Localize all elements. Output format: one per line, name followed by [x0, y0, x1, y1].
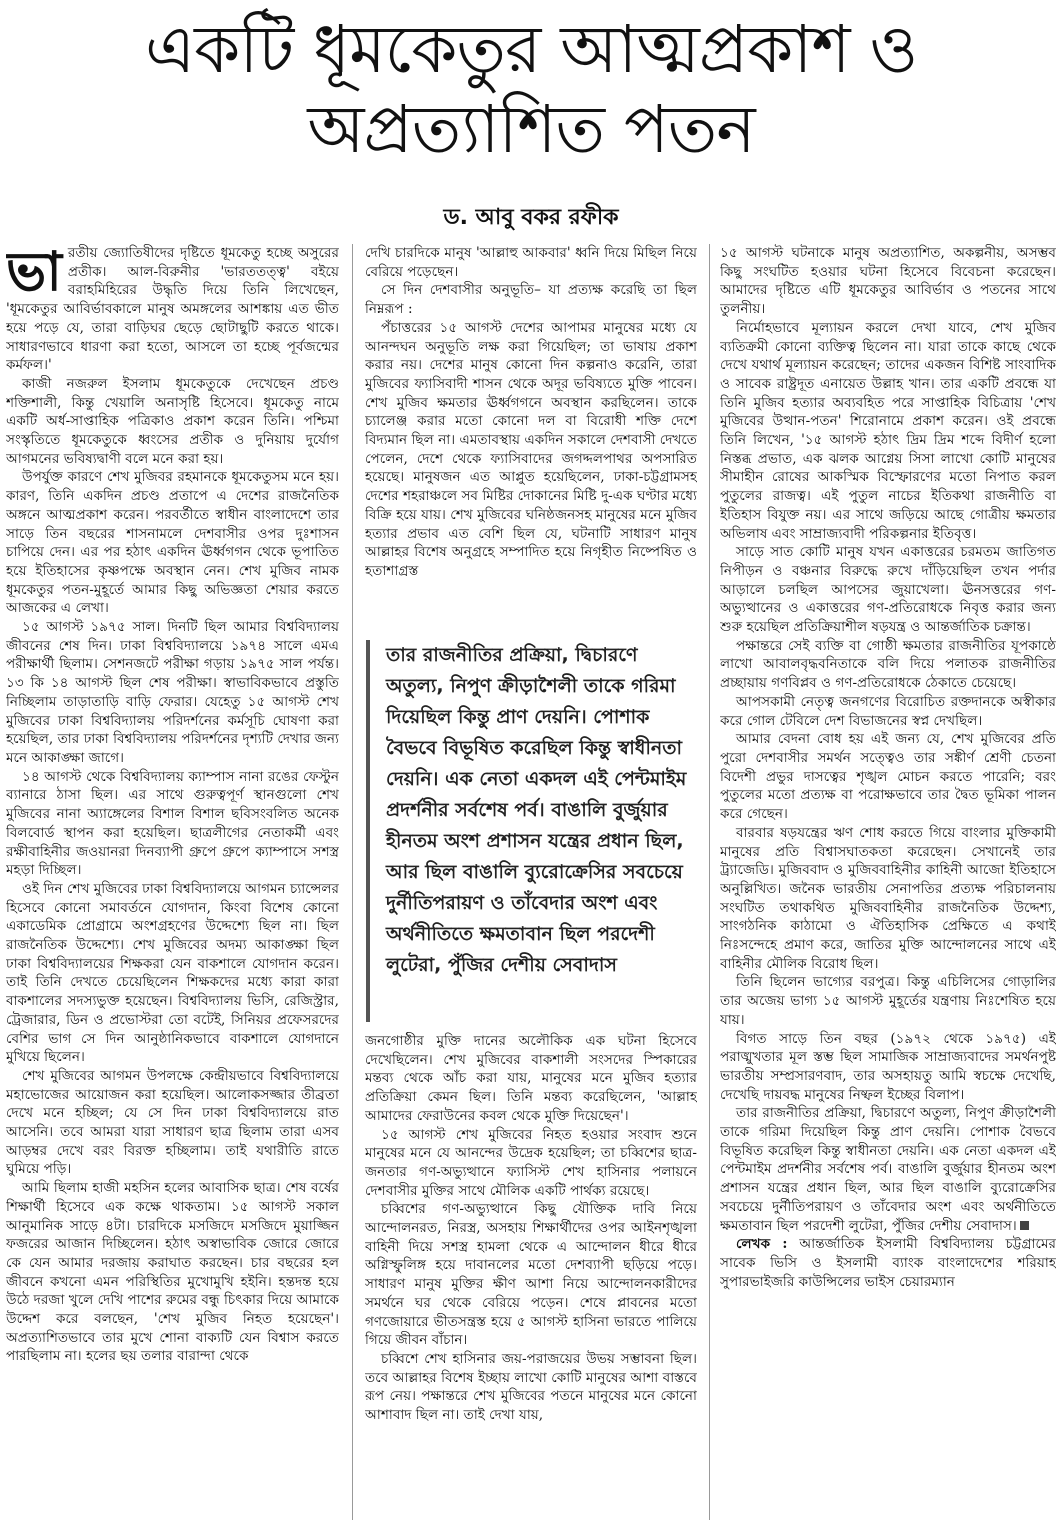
paragraph: ১৫ আগস্ট শেখ মুজিবের নিহত হওয়ার সংবাদ শুনে মানুষের মনে যে আনন্দের উদ্রেক হয়েছিল; তা চব্বিশের ছাত্র-জনতার গণ-অভ্যুত্থানে ফ্যাসিস্ট শেখ হাসিনার পলায়নে দেশবাসীর মুক্তির সাথে মৌলিক একটি পার্থক্য রয়েছে। — [365, 1126, 697, 1199]
paragraph: বিগত সাড়ে তিন বছর (১৯৭২ থেকে ১৯৭৫) এই পরাঙ্মুখতার মূল স্তম্ভ ছিল সামাজিক সাম্রাজ্যবাদের সমর্থনপুষ্ট ভারতীয় সম্প্রসারণবাদ, তার অসহায়তু আমি স্বচক্ষে দেখেছি, দেখেছি দায়বদ্ধ মানুষের নিষ্ফল ইচ্ছের বিলাপ। — [720, 1030, 1056, 1103]
column-divider — [352, 244, 353, 1520]
paragraph: নির্মোহভাবে মূল্যায়ন করলে দেখা যাবে, শেখ মুজিব ব্যতিক্রমী কোনো ব্যক্তিত্ব ছিলেন না। যারা তাকে কাছে থেকে দেখে যথার্থ মূল্যায়ন করেছেন; তাদের একজন বিশিষ্ট সাংবাদিক ও সাবেক রাষ্ট্রদূত এনায়েত উল্লাহ খান। তার একটি প্রবন্ধে যা তিনি মুজিব হত্যার অব্যবহিত পরে সাপ্তাহিক বিচিত্রায় 'শেখ মুজিবের উত্থান-পতন' শিরোনামে প্রকাশ করেন। ওই প্রবন্ধে তিনি লিখেন, '১৫ আগস্ট হঠাৎ দ্রিম দ্রিম শব্দে বিদীর্ণ হলো নিস্তব্ধ প্রভাত, এক ঝলক আগ্নেয় সিসা লাখো কোটি মানুষের সীমাহীন রোষের আকস্মিক বিস্ফোরণের মতো নিপাত করল পুতুলের রাজত্ব। এই পুতুল নাচের ইতিকথা রাজনীতি বা ইতিহাস বিযুক্ত নয়। এর সাথে জড়িয়ে আছে গোত্রীয় ক্ষমতার অভিলাষ এবং সাম্রাজ্যবাদী পরিকল্পনার ইতিবৃত্ত। — [720, 319, 1056, 542]
paragraph: আপসকামী নেতৃত্ব জনগণের বিরোচিত রক্তদানকে অস্বীকার করে গোল টেবিলে দেশ বিভাজনের স্বপ্ন দেখছিল। — [720, 693, 1056, 729]
pull-quote: তার রাজনীতির প্রক্রিয়া, দ্বিচারণে অতুল্য, নিপুণ ক্রীড়াশৈলী তাকে গরিমা দিয়েছিল কিন্তু প্রাণ দেয়নি। পোশাক বৈভবে বিভূষিত করেছিল কিন্তু স্বাধীনতা দেয়নি। এক নেতা একদল এই পেন্টমাইম প্রদর্শনীর সর্বশেষ পর্ব। বাঙালি বুর্জুয়ার হীনতম অংশ প্রশাসন যন্ত্রের প্রধান ছিল, আর ছিল বাঙালি ব্যুরোক্রেসির সবচেয়ে দুর্নীতিপরায়ণ ও তাঁবেদার অংশ এবং অর্থনীতিতে ক্ষমতাবান ছিল পরদেশী লুটেরা, পুঁজির দেশীয় সেবাদাস — [366, 640, 694, 1022]
paragraph: ১৫ আগস্ট ঘটনাকে মানুষ অপ্রত্যাশিত, অকল্পনীয়, অসম্ভব কিছু সংঘটিত হওয়ার ঘটনা হিসেবে বিবেচনা করেছেন। আমাদের দৃষ্টিতে এটি ধূমকেতুর আবির্ভাব ও পতনের সাথে তুলনীয়। — [720, 245, 1056, 318]
column-divider — [709, 244, 710, 1520]
paragraph: পক্ষান্তরে সেই ব্যক্তি বা গোষ্ঠী ক্ষমতার রাজনীতির যূপকাষ্ঠে লাখো আবালবৃদ্ধবনিতাকে বলি দিয়ে পলাতক রাজনীতির প্রচ্ছায়ায় গণবিপ্লব ও গণ-প্রতিরোধকে ঠেকাতে চেয়েছে। — [720, 637, 1056, 692]
paragraph: চব্বিশে শেখ হাসিনার জয়-পরাজয়ের উভয় সম্ভাবনা ছিল। তবে আল্লাহর বিশেষ ইচ্ছায় লাখো কোটি মানুষের আশা বাস্তবে রূপ নেয়। পক্ষান্তরে শেখ মুজিবের পতনে মানুষের মনে কোনো আশাবাদ ছিল না। তাই দেখা যায়, — [365, 1350, 697, 1424]
column-3 — [720, 244, 1056, 1520]
paragraph: ১৫ আগস্ট ১৯৭৫ সাল। দিনটি ছিল আমার বিশ্ববিদ্যালয় জীবনের শেষ দিন। ঢাকা বিশ্ববিদ্যালয়ে ১৯৭৪ সালে এমএ পরীক্ষার্থী ছিলাম। সেশনজটে পরীক্ষা গড়ায় ১৯৭৫ সাল পর্যন্ত। ১৩ কি ১৪ আগস্ট ছিল শেষ পরীক্ষা। স্বাভাবিকভাবে প্রস্তুতি নিচ্ছিলাম তাড়াতাড়ি বাড়ি ফেরার। যেহেতু ১৫ আগস্ট শেখ মুজিবের ঢাকা বিশ্ববিদ্যালয় পরিদর্শনের কর্মসূচি ঘোষণা করা হয়েছিল, তার ঢাকা বিশ্ববিদ্যালয় পরিদর্শনের দৃশ্যটি দেখার জন্য মনে আকাঙ্ক্ষা জাগে। — [6, 619, 339, 766]
paragraph: জনগোষ্ঠীর মুক্তি দানের অলৌকিক এক ঘটনা হিসেবে দেখেছিলেন। শেখ মুজিবের বাকশালী সংসদের স্পিকারের মন্তব্য থেকে আঁচ করা যায়, মানুষের মনে মুজিব হত্যার প্রতিক্রিয়া কেমন ছিল। তিনি মন্তব্য করেছিলেন, 'আল্লাহ আমাদের ফেরাউনের কবল থেকে মুক্তি দিয়েছেন'। — [365, 1033, 697, 1124]
paragraph: সে দিন দেশবাসীর অনুভূতি– যা প্রত্যক্ষ করেছি তা ছিল নিম্নরূপ : — [365, 282, 697, 318]
paragraph: আমার বেদনা বোধ হয় এই জন্য যে, শেখ মুজিবের প্রতি পুরো দেশবাসীর সমর্থন সত্ত্বেও তার সঙ্কীর্ণ শ্রেণী চেতনা বিদেশী প্রভুর দাসত্বের শৃঙ্খল মোচন করতে পারেনি; বরং পুতুলের মতো প্রত্যক্ষ বা পরোক্ষভাবে তার দ্বৈত ভূমিকা পালন করে গেছেন। — [720, 731, 1056, 823]
column-2-bottom — [365, 1032, 697, 1522]
paragraph: রতীয় জ্যোতিষীদের দৃষ্টিতে ধূমকেতু হচ্ছে অসুরের প্রতীক। আল-বিরুনীর 'ভারততত্ত্ব' বইয়ে বরাহমিহিরের উদ্ধৃতি দিয়ে তিনি লিখেছেন, 'ধূমকেতুর আবির্ভাবকালে মানুষ অমঙ্গলের আশঙ্কায় এত ভীত হয়ে পড়ে যে, তারা বাড়িঘর ছেড়ে ছোটাছুটি করতে থাকে। সাধারণভাবে ধারণা করা হতো, আসলে তা হচ্ছে পূর্বজন্মের কর্মফল।' — [6, 245, 339, 374]
paragraph: সাড়ে সাত কোটি মানুষ যখন একাত্তরের চরমতম জাতিগত নিপীড়ন ও বঞ্চনার বিরুদ্ধে রুখে দাঁড়িয়েছিল তখন পর্দার আড়ালে চলছিল আপসের জুয়াখেলা। ঊনসত্তরের গণ-অভ্যুত্থানের ও একাত্তরের গণ-প্রতিরোধকে নিবৃত্ত করার জন্য শুরু হয়েছিল প্রতিক্রিয়াশীল ষড়যন্ত্র ও আন্তর্জাতিক চক্রান্ত। — [720, 544, 1056, 636]
column-2-top — [365, 244, 697, 638]
paragraph: ১৪ আগস্ট থেকে বিশ্ববিদ্যালয় ক্যাম্পাস নানা রঙের ফেস্টুন ব্যানারে ঠাসা ছিল। এর সাথে গুরুত্বপূর্ণ স্থানগুলো শেখ মুজিবের নানা অ্যাঙ্গেলের বিশাল বিশাল ছবিসংবলিত অনেক বিলবোর্ড স্থাপন করা হয়েছিল। ছাত্রলীগের নেতাকর্মী এবং রক্ষীবাহিনীর জওয়ানরা দিনব্যাপী গ্রুপে গ্রুপে ক্যাম্পাসে সশস্ত্র মহড়া দিচ্ছিল। — [6, 768, 339, 879]
paragraph: আমি ছিলাম হাজী মহসিন হলের আবাসিক ছাত্র। শেষ বর্ষের শিক্ষার্থী হিসেবে এক কক্ষে থাকতাম। ১৫ আগস্ট সকাল আনুমানিক সাড়ে ৪টা। চারদিকে মসজিদে মসজিদে মুয়াজ্জিন ফজরের আজান দিচ্ছিলেন। হঠাৎ অস্বাভাবিক জোরে জোরে কে যেন আমার দরজায় করাঘাত করছেন। চার বছরের হল জীবনে কখনো এমন পরিস্থিতির মুখোমুখি হইনি। হন্তদন্ত হয়ে উঠে দরজা খুলে দেখি পাশের রুমের বন্ধু চিৎকার দিয়ে আমাকে উদ্দেশ করে বলছেন, 'শেখ মুজিব নিহত হয়েছেন'। অপ্রত্যাশিতভাবে তার মুখে শোনা বাক্যটি যেন বিশ্বাস করতে পারছিলাম না। হলের ছয় তলার বারান্দা থেকে — [6, 1180, 339, 1365]
byline: ড. আবু বকর রফীক — [443, 205, 619, 230]
column-1 — [6, 244, 339, 1520]
author-note — [720, 1235, 1056, 1291]
author-note-text: আন্তর্জাতিক ইসলামী বিশ্ববিদ্যালয় চট্টগ্রামের সাবেক ভিসি ও ইসলামী ব্যাংক বাংলাদেশের শরিয়াহ সুপারভাইজরি কাউন্সিলের ভাইস চেয়ারম্যান — [720, 1236, 1056, 1290]
paragraph — [720, 1104, 1056, 1235]
headline-line-1: একটি ধূমকেতুর আত্মপ্রকাশ ও — [144, 11, 918, 88]
paragraph: শেখ মুজিবের আগমন উপলক্ষে কেন্দ্রীয়ভাবে বিশ্ববিদ্যালয়ে মহাভোজের আয়োজন করা হয়েছিল। আলোকসজ্জার তীব্রতা দেখে মনে হচ্ছিল; যে সে দিন ঢাকা বিশ্ববিদ্যালয়ে রাত আসেনি। তবে আমরা যারা সাধারণ ছাত্র ছিলাম তারা এসব আড়ম্বর দেখে বরং বিরক্ত হচ্ছিলাম। তাই যথারীতি রাতে ঘুমিয়ে পড়ি। — [6, 1067, 339, 1178]
paragraph: দেখি চারদিকে মানুষ 'আল্লাহু আকবার' ধ্বনি দিয়ে মিছিল নিয়ে বেরিয়ে পড়েছেন। — [365, 245, 697, 280]
article-headline — [0, 10, 1062, 170]
paragraph: ওই দিন শেখ মুজিবের ঢাকা বিশ্ববিদ্যালয়ে আগমন চ্যান্সেলর হিসেবে কোনো সমাবর্তনে যোগদান, কিংবা বিশেষ কোনো একাডেমিক প্রোগ্রামে অংশগ্রহণের উদ্দেশ্যে ছিল না। ছিল রাজনৈতিক উদ্দেশ্যে। শেখ মুজিবের অদম্য আকাঙ্ক্ষা ছিল ঢাকা বিশ্ববিদ্যালয়ের শিক্ষকরা যেন বাকশালে যোগদান করেন। তাই তিনি দেখতে চেয়েছিলেন শিক্ষকদের মধ্যে কারা কারা বাকশালের সদস্যভুক্ত হয়েছেন। বিশ্ববিদ্যালয় ভিসি, রেজিস্ট্রার, ট্রেজারার, ডিন ও প্রভোস্টরা তো বটেই, সিনিয়র প্রফেসরদের বেশির ভাগ সে দিন আনুষ্ঠানিকভাবে বাকশালে যোগদানে মুখিয়ে ছিলেন। — [6, 880, 339, 1066]
paragraph: বারবার ষড়যন্ত্রের ঋণ শোধ করতে গিয়ে বাংলার মুক্তিকামী মানুষের প্রতি বিশ্বাসঘাতকতা করেছেন। সেখানেই তার ট্র্যাজেডি। মুজিববাদ ও মুজিববাহিনীর কাহিনী আজো ইতিহাসে অনুল্লিখিত। জনৈক ভারতীয় সেনাপতির প্রত্যক্ষ পরিচালনায় সংঘটিত তথাকথিত মুজিববাহিনীর রাজনৈতিক উদ্দেশ্য, সাংগঠনিক কাঠামো ও ঐতিহাসিক প্রেক্ষিতে এ কথাই নিঃসন্দেহে প্রমাণ করে, জাতির মুক্তি আন্দোলনের সাথে এই বাহিনীর মৌলিক বিরোধ ছিল। — [720, 824, 1056, 972]
paragraph-text: তার রাজনীতির প্রক্রিয়া, দ্বিচারণে অতুল্য, নিপুণ ক্রীড়াশৈলী তাকে গরিমা দিয়েছিল কিন্তু প্রাণ দেয়নি। পোশাক বৈভবে বিভূষিত করেছিল কিন্তু স্বাধীনতা দেয়নি। এক নেতা একদল এই পেন্টমাইম প্রদর্শনীর সর্বশেষ পর্ব। বাঙালি বুর্জুয়ার হীনতম অংশ প্রশাসন যন্ত্রের প্রধান ছিল, আর ছিল বাঙালি ব্যুরোক্রেসির সবচেয়ে দুর্নীতিপরায়ণ ও তাঁবেদার অংশ এবং অর্থনীতিতে ক্ষমতাবান ছিল পরদেশী লুটেরা, পুঁজির দেশীয় সেবাদাস। — [720, 1105, 1056, 1234]
paragraph: উপর্যুক্ত কারণে শেখ মুজিবর রহমানকে ধূমকেতুসম মনে হয়। কারণ, তিনি একদিন প্রচণ্ড প্রতাপে এ দেশের রাজনৈতিক অঙ্গনে আত্মপ্রকাশ করেন। পরবর্তীতে স্বাধীন বাংলাদেশে তার সাড়ে তিন বছরের শাসনামলে দেশবাসীর ওপর দুঃশাসন চাপিয়ে দেন। এর পর হঠাৎ একদিন ঊর্ধ্বগগন থেকে ভূপাতিত হয়ে ইতিহাসের কৃষ্ণপক্ষে অবস্থান নেন। শেখ মুজিব নামক ধূমকেতুর পতন-মুহূর্তে আমার কিছু অভিজ্ঞতা শেয়ার করতে আজকের এ লেখা। — [6, 469, 339, 617]
headline-line-2: অপ্রত্যাশিত পতন — [307, 91, 755, 168]
end-mark-icon — [1020, 1221, 1029, 1230]
author-note-label: লেখক : — [736, 1236, 788, 1253]
paragraph: পঁচাত্তরের ১৫ আগস্ট দেশের আপামর মানুষের মধ্যে যে আনন্দঘন অনুভূতি লক্ষ করা গিয়েছিল; তা ভাষায় প্রকাশ করার নয়। দেশের মানুষ কোনো দিন কল্পনাও করেনি, তারা মুজিবের ফ্যাসিবাদী শাসন থেকে অদূর ভবিষ্যতে মুক্তি পাবেন। শেখ মুজিব ক্ষমতার ঊর্ধ্বগগনে অবস্থান করছিলেন। তাকে চ্যালেঞ্জ করার মতো কোনো দল বা বিরোধী শক্তি দেশে বিদ্যমান ছিল না। এমতাবস্থায় একদিন সকালে দেশবাসী দেখতে পেলেন, দেশে থেকে ফ্যাসিবাদের জগদ্দলপাথর অপসারিত হয়েছে। মানুষজন এত আপ্লুত হয়েছিলেন, ঢাকা-চট্টগ্রামসহ দেশের শহরাঞ্চলে সব মিষ্টির দোকানের মিষ্টি দু-এক ঘণ্টার মধ্যে বিক্রি হয়ে যায়। শেখ মুজিবের ঘনিষ্ঠজনসহ মানুষের মনে মুজিব হত্যার প্রভাব এত বেশি ছিল যে, ঘটনাটি সাধারণ মানুষ আল্লাহর বিশেষ অনুগ্রহে সম্পাদিত হয়ে নিগৃহীত নিষ্পেষিত ও হতাশাগ্রস্ত — [365, 319, 697, 579]
drop-cap: ভা — [6, 244, 62, 303]
paragraph: কাজী নজরুল ইসলাম ধূমকেতুকে দেখেছেন প্রচণ্ড শক্তিশালী, কিন্তু খেয়ালি অনাসৃষ্টি হিসেবে। ধূমকেতু নামে একটি অর্ধ-সাপ্তাহিক পত্রিকাও প্রকাশ করেন তিনি। পশ্চিমা সংস্কৃতিতে ধূমকেতুকে ধ্বংসের প্রতীক ও দুনিয়ায় দুর্যোগ আগমনের ভবিষ্যদ্বাণী বলে মনে করা হয়। — [6, 375, 339, 467]
paragraph: তিনি ছিলেন ভাগ্যের বরপুত্র। কিন্তু এচিলিসের গোড়ালির তার অজেয় ভাগ্য ১৫ আগস্ট মুহূর্তের যন্ত্রণায় নিঃশেষিত হয়ে যায়। — [720, 974, 1056, 1028]
paragraph: চব্বিশের গণ-অভ্যুত্থানে কিছু যৌক্তিক দাবি নিয়ে আন্দোলনরত, নিরস্ত্র, অসহায় শিক্ষার্থীদের ওপর আইনশৃঙ্খলা বাহিনী দিয়ে সশস্ত্র হামলা থেকে এ আন্দোলন ধীরে ধীরে অগ্নিস্ফুলিঙ্গ হয়ে দাবানলের মতো দেশব্যাপী ছড়িয়ে পড়ে। সাধারণ মানুষ মুক্তির ক্ষীণ আশা নিয়ে আন্দোলনকারীদের সমর্থনে ঘর থেকে বেরিয়ে পড়েন। শেষে প্লাবনের মতো গণজোয়ারে ভীতসন্ত্রস্ত হয়ে ৫ আগস্ট হাসিনা ভারতে পালিয়ে গিয়ে জীবন বাঁচান। — [365, 1201, 697, 1349]
